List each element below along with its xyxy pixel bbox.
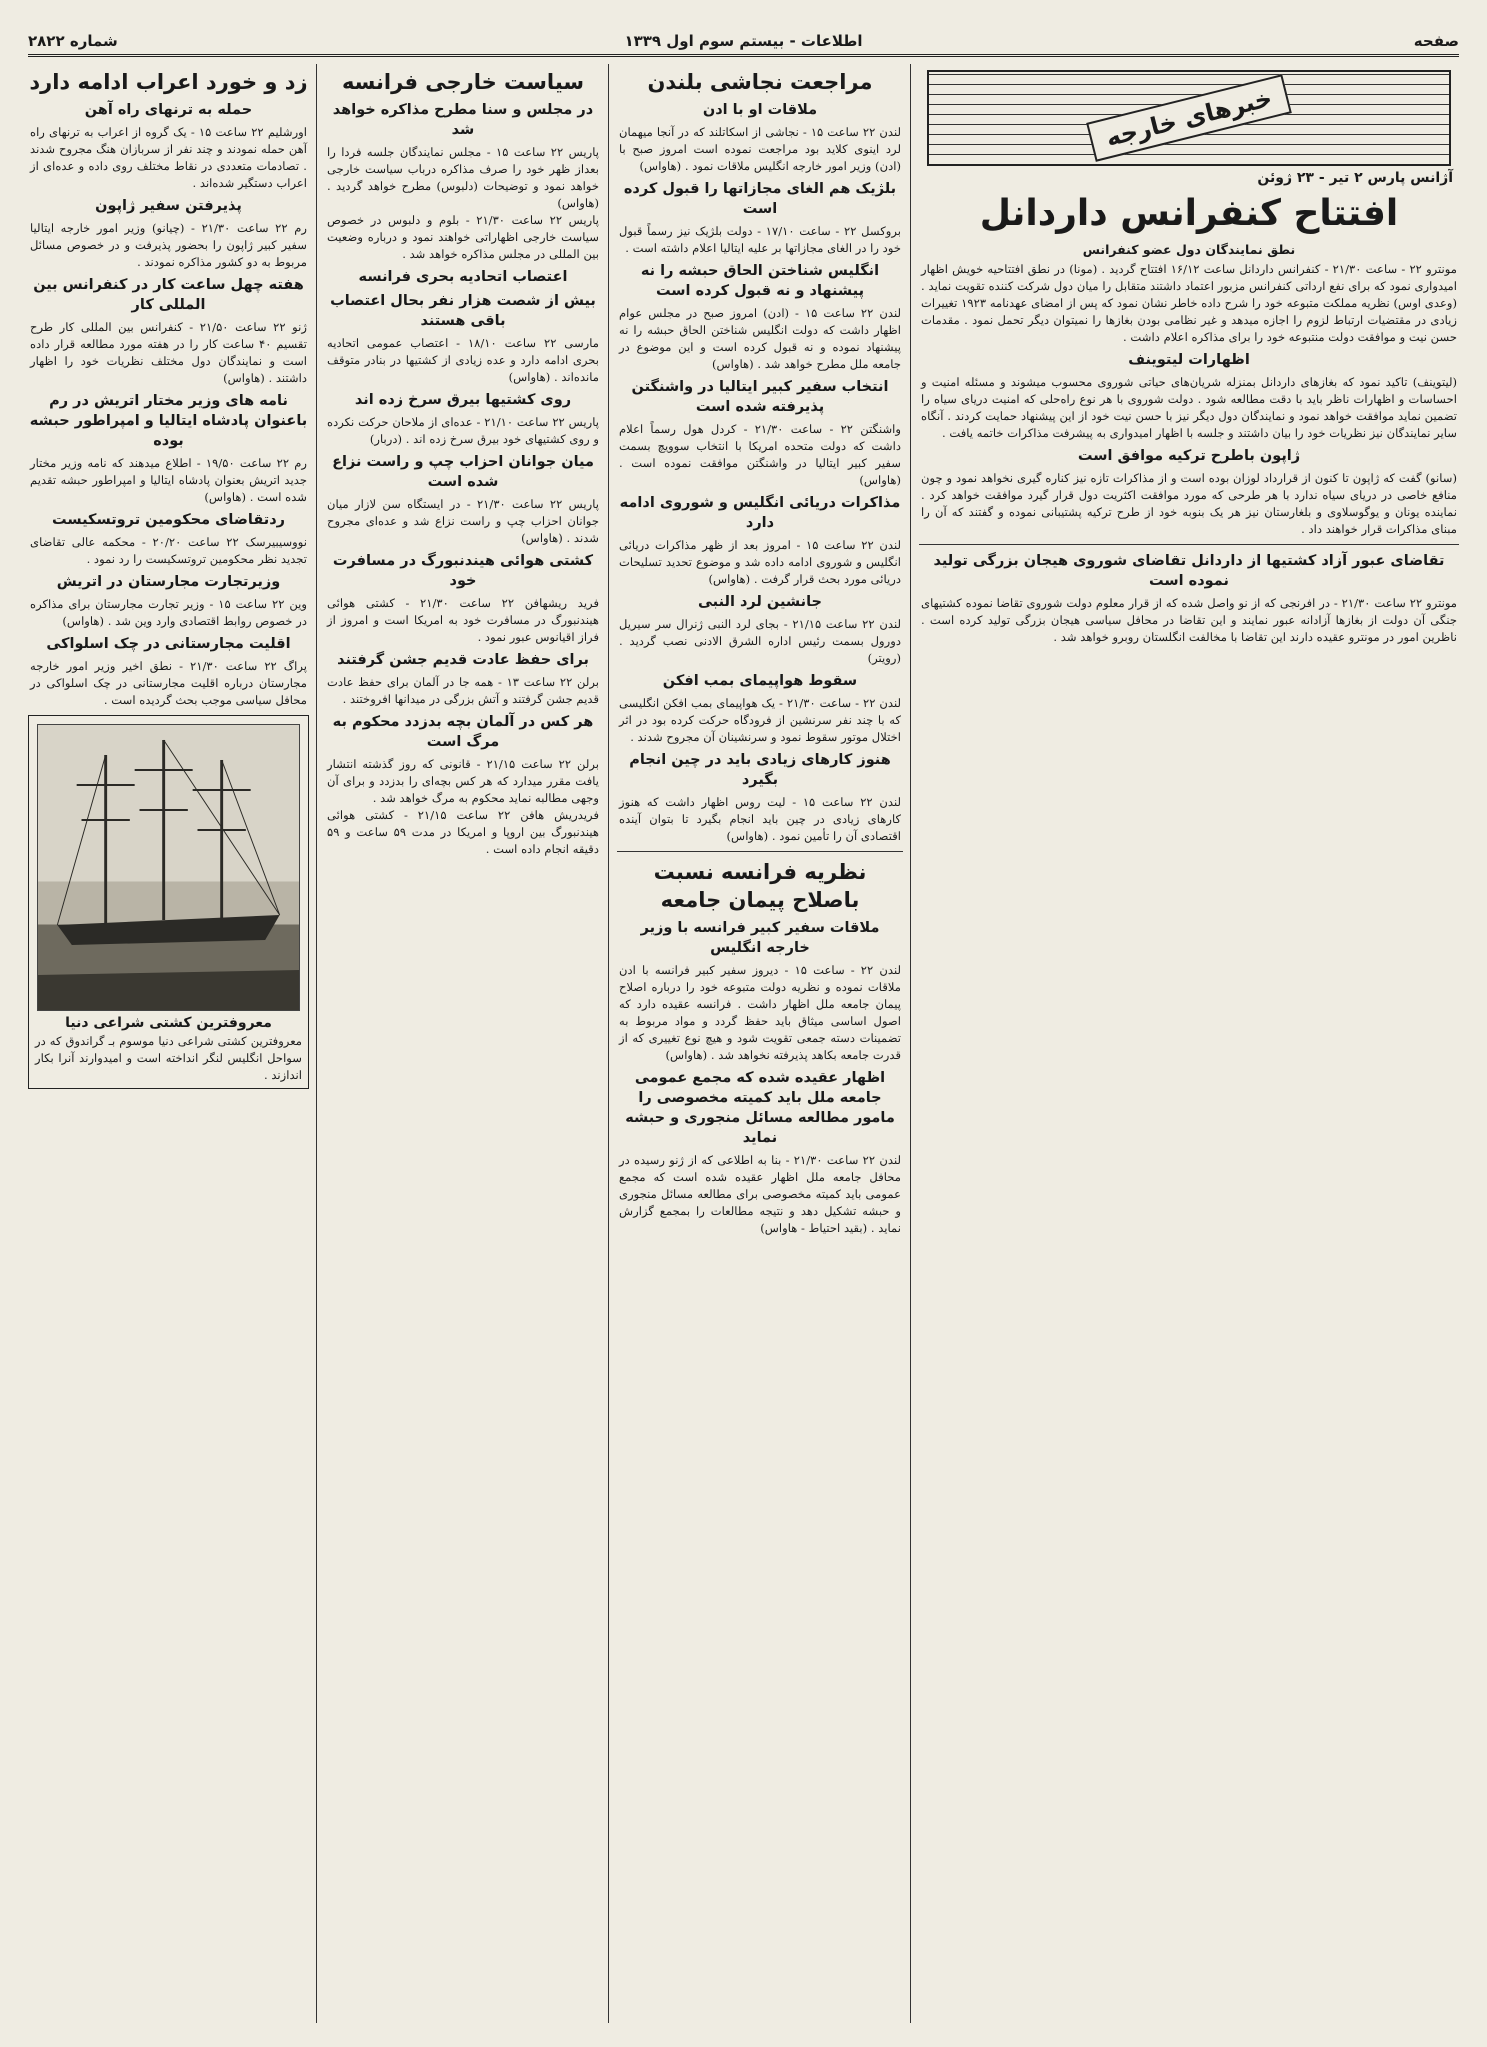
column-rule <box>316 64 317 2023</box>
article-heading: اظهار عقیده شده که مجمع عمومی جامعه ملل باید کمیته مخصوصی را مامور مطالعه مسائل منجوری و حبشه نماید <box>625 1070 895 1146</box>
article-heading: میان جوانان احزاب چپ و راست نزاع شده است <box>332 454 594 490</box>
article-body: لندن ۲۲ - ساعت ۱۵ - دیروز سفیر کبیر فرانسه با ادن ملاقات نموده و نظریه دولت متبوعه خود را درباره اصلاح پیمان جامعه ملل اظهار داشت . فرانسه عقیده دارد که اصول اساسی میثاق باید حفظ گردد و مواد مربوط به تضمینات دسته جمعی تقویت شود و هیچ نوع تغییری که از قدرت جامعه بکاهد پذیرفته نخواهد شد . (هاواس) <box>619 963 901 1062</box>
column-france <box>325 64 601 2023</box>
photo-box <box>28 715 309 1089</box>
main-headline: افتتاح کنفرانس داردانل <box>979 193 1399 234</box>
article-body: مارسی ۲۲ ساعت ۱۸/۱۰ - اعتصاب عمومی اتحادیه بحری ادامه دارد و عده زیادی از کشتیها در بنادر متوقف مانده‌اند . (هاواس) <box>327 336 600 384</box>
article-body: مونترو ۲۲ - ساعت ۲۱/۳۰ - کنفرانس داردانل ساعت ۱۶/۱۲ افتتاح گردید . (مونا) در نطق افتتاحیه خویش اظهار امیدواری نمود که برای نفع ارداتی کنفرانس مزبور اعتماد داشتند متقابل را میان دول شرکت کننده تقویت نماید . (وعدی اوس) نظریه مملکت متبوعه خود را شرح داده خاطر نشان نمود که پس از امضای عهدنامه ۱۹۲۳ تغییرات زیادی در مقتضیات ارتباط لزوم را اجازه میدهد و غیر نظامی بودن بغازها را نمیتوان دیگر تحمل نمود . مقدمات حسن نیت و موافقت دولت منتبوعه خود را برای مذاکره اعلام داشت . <box>921 262 1457 344</box>
main-subhead: نطق نمایندگان دول عضو کنفرانس <box>1082 242 1296 257</box>
section-logo-text: خبرهای خارجه <box>1086 74 1292 162</box>
article-heading: برای حفظ عادت قدیم جشن گرفتند <box>337 652 589 668</box>
article-heading: هر کس در آلمان بچه بدزدد محکوم به مرگ است <box>332 714 594 750</box>
article-body: بروکسل ۲۲ - ساعت ۱۷/۱۰ - دولت بلژیک نیز رسماً قبول خود را در الغای مجازاتها بر علیه ایتالیا اعلام داشته است . <box>619 224 901 255</box>
article-heading: مذاکرات دریائی انگلیس و شوروی ادامه دارد <box>619 495 901 531</box>
article-body: وین ۲۲ ساعت ۱۵ - وزیر تجارت مجارستان برای مذاکره در خصوص روابط اقتصادی وارد وین شد . (هاواس) <box>30 597 307 628</box>
section-logo <box>927 70 1451 166</box>
section-headline: زد و خورد اعراب ادامه دارد <box>29 70 308 94</box>
dateline: آژانس پارس ۲ تیر - ۲۳ ژوئن <box>1257 170 1453 186</box>
article-body: رم ۲۲ ساعت ۱۹/۵۰ - اطلاع میدهند که نامه وزیر مختار جدید اتریش بعنوان پادشاه ایتالیا و امپراطور حبشه تقدیم شده است . (هاواس) <box>30 456 307 504</box>
article-body: پاریس ۲۲ ساعت ۲۱/۳۰ - بلوم و دلبوس در خصوص سیاست خارجی اظهاراتی خواهند نمود و درباره وضعیت بین المللی در مجلس مذاکره خواهد شد . <box>327 213 599 261</box>
article-heading: ژاپون باطرح ترکیه موافق است <box>1077 448 1301 464</box>
article-heading: جانشین لرد النبی <box>698 594 822 610</box>
article-body: واشنگتن ۲۲ - ساعت ۲۱/۳۰ - کردل هول رسماً اعلام داشت که دولت متحده امریکا با انتخاب سوویچ بسمت سفیر کبیر ایتالیا در واشنگتن موافقت نموده است . (هاواس) <box>619 422 901 487</box>
article-heading: بیش از شصت هزار نفر بحال اعتصاب باقی هستند <box>330 293 596 329</box>
section-headline: مراجعت نجاشی بلندن <box>647 70 873 94</box>
article-heading: وزیرتجارت مجارستان در اتریش <box>56 574 281 590</box>
article-body: لندن ۲۲ ساعت ۱۵ - (ادن) امروز صبح در مجلس عوام اظهار داشت که دولت انگلیس شناختن الحاق حبشه را نه پیشنهاد نموده و نه قبول کرده است و این موضوع در جامعه ملل مطرح خواهد شد . (هاواس) <box>619 306 901 371</box>
article-heading: ملاقات او با ادن <box>702 102 818 118</box>
article-heading: ملاقات سفیر کبیر فرانسه با وزیر خارجه انگلیس <box>640 920 880 956</box>
article-body: نووسیبیرسک ۲۲ ساعت ۲۰/۲۰ - محکمه عالی تقاضای تجدید نظر محکومین تروتسکیست را رد نمود . <box>30 535 307 566</box>
article-body: اورشلیم ۲۲ ساعت ۱۵ - یک گروه از اعراب به ترنهای راه آهن حمله نمودند و چند نفر از سربازان هنگ مجروح شدند . تصادمات متعددی در نقاط مختلف روی داده و عده‌ای از اعراب دستگیر شده‌اند . <box>30 125 308 190</box>
article-body: لندن ۲۲ ساعت ۱۵ - امروز بعد از ظهر مذاکرات دریائی انگلیس و شوروی ادامه داده شد و موضوع تحدید تسلیحات دریائی مورد بحث قرار گرفت . (هاواس) <box>619 538 902 586</box>
article-heading: انگلیس شناختن الحاق حبشه را نه پیشنهاد و نه قبول کرده است <box>640 263 880 299</box>
article-body: لندن ۲۲ ساعت ۱۵ - لیت روس اظهار داشت که هنوز کارهای زیادی در چین باید انجام بگیرد تا بتوان آینده اقتصادی آن را تأمین نمود . (هاواس) <box>619 795 901 843</box>
section-headline: نظریه فرانسه نسبت باصلاح پیمان جامعه <box>653 860 867 912</box>
article-heading: انتخاب سفیر کبیر ایتالیا در واشنگتن پذیرفته شده است <box>631 379 889 415</box>
article-heading: حمله به ترنهای راه آهن <box>84 102 253 118</box>
article-body: پاریس ۲۲ ساعت ۱۵ - مجلس نمایندگان جلسه فردا را بعداز ظهر خود را صرف مذاکره درباب سیاست خارجی خواهد نمود و توضیحات (دلبوس) مطرح خواهد گردید . (هاواس) <box>327 145 599 210</box>
article-heading: هنوز کارهای زیادی باید در چین انجام بگیرد <box>629 752 891 788</box>
article-body: لندن ۲۲ ساعت ۲۱/۱۵ - بجای لرد النبی ژنرال سر سیریل دورول بسمت رئیس اداره الشرق الادنی نصب گردید . (رویتر) <box>619 617 901 665</box>
ship-illustration <box>38 725 299 1010</box>
article-heading: کشتی هوائی هیندنبورگ در مسافرت خود <box>332 553 594 589</box>
article-heading: ردتقاضای محکومین تروتسکیست <box>52 512 285 528</box>
column-rule <box>910 64 911 2023</box>
divider <box>919 544 1459 545</box>
masthead <box>28 28 1459 57</box>
article-heading: اظهارات لیتوینف <box>1128 352 1250 368</box>
article-body: پاریس ۲۲ ساعت ۲۱/۳۰ - در ایستگاه سن لازار میان جوانان احزاب چپ و راست نزاع شد و عده‌ای مجروح شدند . (هاواس) <box>327 497 599 545</box>
article-heading: بلژیک هم الغای مجازاتها را قبول کرده است <box>623 181 897 217</box>
column-negus <box>617 64 903 2023</box>
masthead-date: اطلاعات - بیستم سوم اول ۱۳۳۹ <box>624 32 863 50</box>
photo-caption: معروفترین کشتی شراعی دنیا <box>65 1015 272 1031</box>
article-body: فریدریش هافن ۲۲ ساعت ۲۱/۱۵ - کشتی هوائی هیندنبورگ بین اروپا و امریکا در مدت ۵۹ ساعت و ۵۹ دقیقه انجام داده است . <box>327 808 599 856</box>
article-body: برلن ۲۲ ساعت ۲۱/۱۵ - قانونی که روز گذشته انتشار یافت مقرر میدارد که هر کس بچه‌ای را بدزدد و برای آن وجهی مطالبه نماید محکوم به مرگ خواهد شد . <box>327 757 599 805</box>
article-heading: در مجلس و سنا مطرح مذاکره خواهد شد <box>332 102 594 138</box>
article-heading: سقوط هواپیمای بمب افکن <box>662 673 858 689</box>
article-body: پاریس ۲۲ ساعت ۲۱/۱۰ - عده‌ای از ملاحان حرکت نکرده و روی کشتیهای خود بیرق سرخ زده اند . (دربار) <box>327 415 600 446</box>
article-body: (سانو) گفت که ژاپون تا کنون از قرارداد لوزان بوده است و از مذاکرات تازه نیز کناره گیری نخواهد نمود و چون منافع خاصی در دریای سیاه ندارد با هر طرحی که مورد موافقت اکثریت دول قرار گیرد موافقت خواهد کرد . نماینده یونان و یوگوسلاوی و بلغارستان نیز هر یک بنوبه خود از طرح ترکیه پشتیبانی نموده و گفتند که آن را مبنای مذاکرات قرار خواهند داد . <box>921 471 1457 536</box>
article-body: پراگ ۲۲ ساعت ۲۱/۳۰ - نطق اخیر وزیر امور خارجه مجارستان درباره اقلیت مجارستانی در چک اسلواکی در محافل سیاسی موجب بحث گردیده است . <box>30 659 307 707</box>
article-heading: نامه های وزیر مختار اتریش در رم باعنوان پادشاه ایتالیا و امپراطور حبشه بوده <box>29 393 308 449</box>
article-body: لندن ۲۲ ساعت ۲۱/۳۰ - بنا به اطلاعی که از ژنو رسیده در محافل جامعه ملل اظهار عقیده شده است که مجمع عمومی باید کمیته مخصوصی برای مطالعه مسائل منجوری و حبشه تشکیل دهد و نتیجه مطالعات را بمجمع گزارش نماید . (بقید احتیاط - هاواس) <box>619 1153 901 1235</box>
article-body: برلن ۲۲ ساعت ۱۳ - همه جا در آلمان برای حفظ عادت قدیم جشن گرفتند و آتش بزرگی در میدانها افروختند . <box>327 675 599 706</box>
article-heading: پذیرفتن سفیر ژاپون <box>95 198 242 214</box>
article-body: (لیتوینف) تاکید نمود که بغازهای داردانل بمنزله شریان‌های حیاتی شوروی محسوب میشوند و مسئله امنیت و احساسات و اظهارات ناظر باید با دقت مطالعه شود . دولت شوروی با هر نوع راه‌حلی که امنیت دریای سیاه را تضمین نماید موافقت خواهد نمود و نمایندگان دول دیگر نیز با حسن نیت خود از این پیشنهاد حمایت کردند . آنگاه سایر نمایندگان نیز نظریات خود را بیان داشتند و جلسه با اظهار امیدواری به پیشرفت مذاکرات خاتمه یافت . <box>921 375 1457 440</box>
page-label: صفحه <box>1413 32 1459 50</box>
article-body: لندن ۲۲ - ساعت ۲۱/۳۰ - یک هواپیمای بمب افکن انگلیسی که با چند نفر سرنشین از فرودگاه حرکت کرده بود در اثر اختلال موتور سقوط نمود و سرنشینان آن مجروح شدند . <box>619 696 901 744</box>
article-body: مونترو ۲۲ ساعت ۲۱/۳۰ - در افرنجی که از نو واصل شده که از قرار معلوم دولت شوروی تقاضا نموده کشتیهای جنگی آن دولت از بغازها آزادانه عبور نمایند و این تقاضا در محافل سیاسی هیجان بزرگی تولید کرده است . ناظرین امور در مونترو عقیده دارند این تقاضا با مخالفت انگلستان روبرو خواهد شد . <box>921 596 1458 644</box>
article-body: فرید ریشهافن ۲۲ ساعت ۲۱/۳۰ - کشتی هوائی هیندنبورگ در مسافرت خود به امریکا است و امروز از فراز اقیانوس عبور نمود . <box>327 596 599 644</box>
section-headline: سیاست خارجی فرانسه <box>341 70 585 94</box>
article-heading: اعتصاب اتحادیه بحری فرانسه <box>358 269 568 285</box>
article-heading: روی کشتیها بیرق سرخ زده اند <box>354 392 572 408</box>
article-heading: هفته چهل ساعت کار در کنفرانس بین المللی کار <box>33 277 304 313</box>
article-heading: اقلیت مجارستانی در چک اسلواکی <box>46 636 291 652</box>
column-rule <box>608 64 609 2023</box>
article-body: لندن ۲۲ ساعت ۱۵ - نجاشی از اسکاتلند که در آنجا میهمان لرد اینوی کلاید بود مراجعت نموده است امروز صبح با (ادن) وزیر امور خارجه انگلیس ملاقات نمود . (هاواس) <box>619 125 901 173</box>
article-body: رم ۲۲ ساعت ۲۱/۳۰ - (چیانو) وزیر امور خارجه ایتالیا سفیر کبیر ژاپون را بحضور پذیرفت و در خصوص مسائل مربوط به دو کشور مذاکره نمودند . <box>30 221 308 269</box>
sailing-ship-photo <box>37 724 300 1011</box>
article-body: ژنو ۲۲ ساعت ۲۱/۵۰ - کنفرانس بین المللی کار طرح تقسیم ۴۰ ساعت کار را در هفته مورد مطالعه قرار داده است و نمایندگان دول مختلف نظریات خود را اظهار داشتند . (هاواس) <box>30 320 307 385</box>
newspaper-page <box>28 28 1459 2023</box>
column-foreign-news <box>919 64 1459 2023</box>
divider <box>617 851 903 852</box>
article-heading: تقاضای عبور آزاد کشتیها از داردانل تقاضای شوروی هیجان بزرگی تولید نموده است <box>933 553 1445 589</box>
issue-number: شماره ۲۸۲۲ <box>28 32 118 50</box>
photo-text: معروفترین کشتی شراعی دنیا موسوم بـ گراندوق که در سواحل انگلیس لنگر انداخته است و امیدوارند آنرا بکار اندازند . <box>35 1034 302 1082</box>
column-arabs <box>28 64 309 2023</box>
